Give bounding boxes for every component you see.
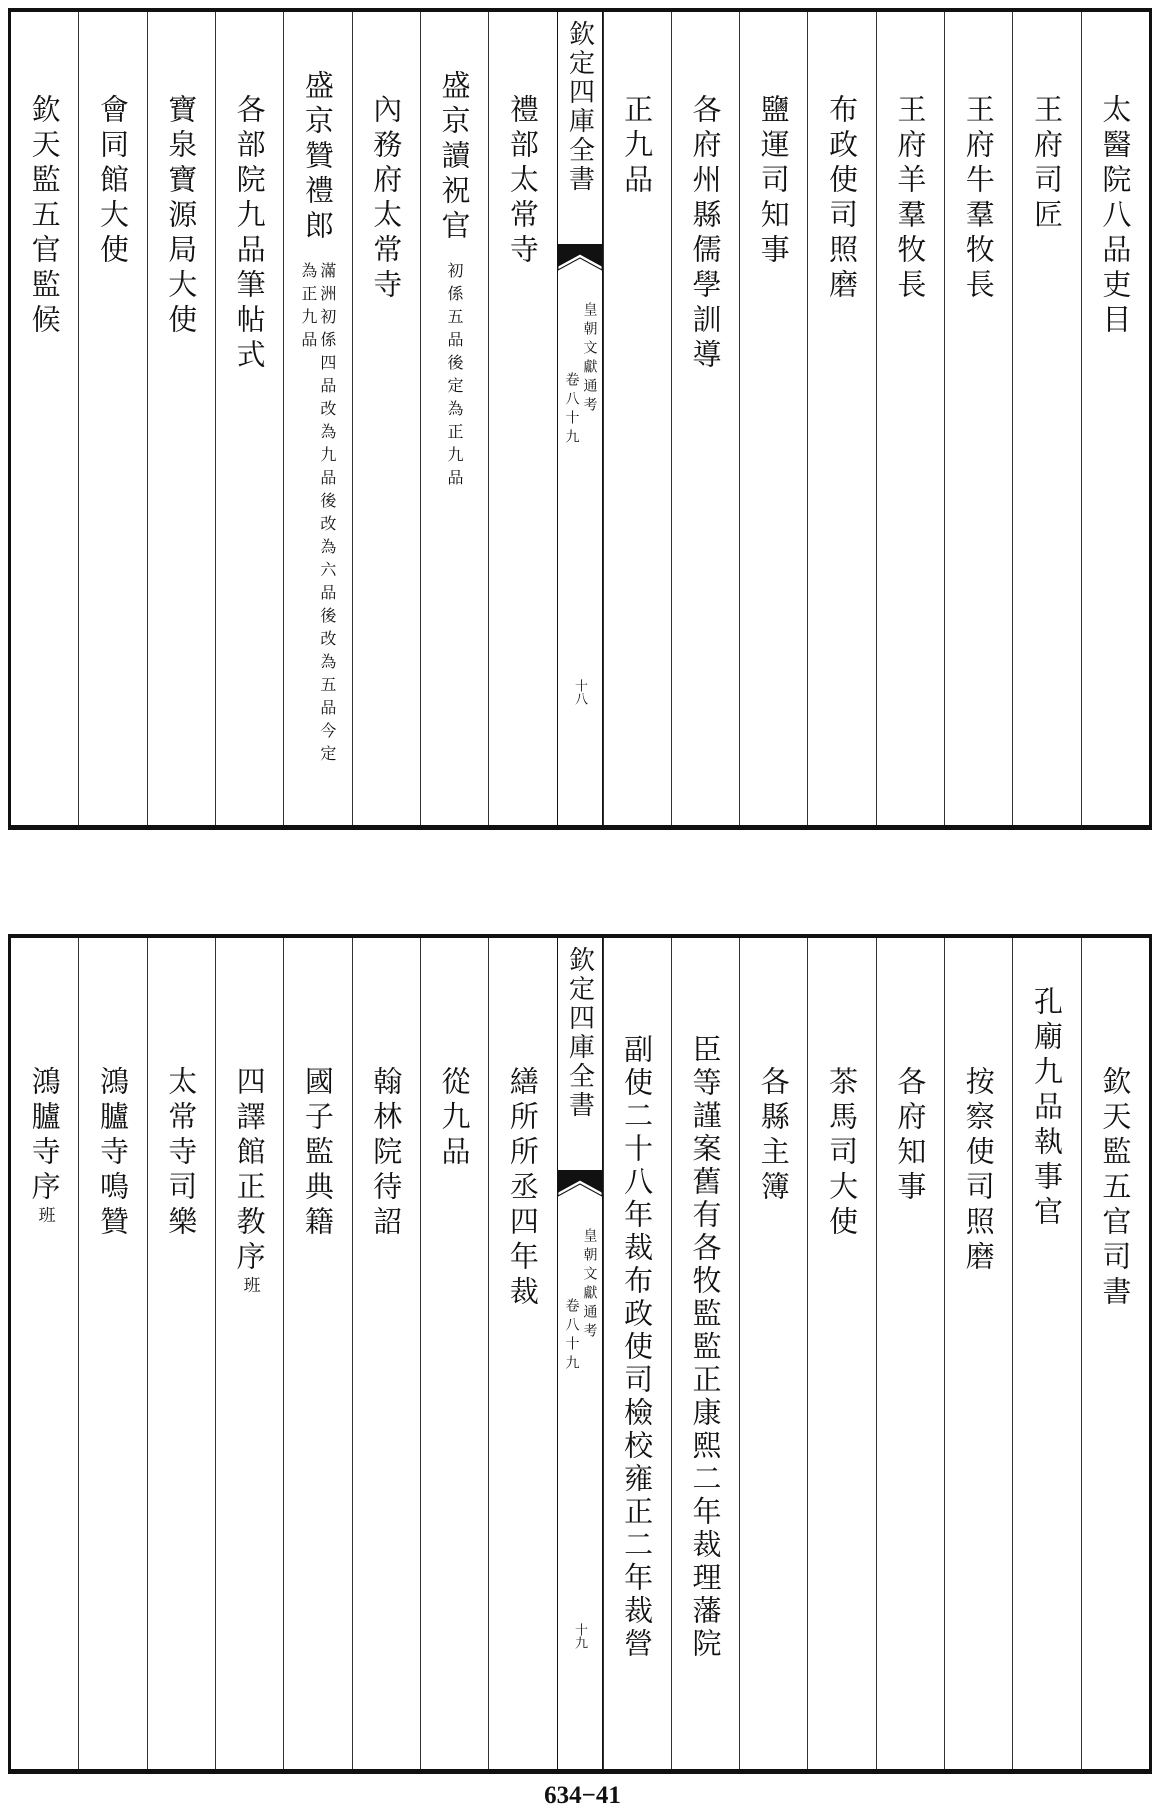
column-text: 繕所所丞四年裁 — [505, 1066, 540, 1311]
column-text: 各府州縣儒學訓導 — [688, 94, 723, 374]
column — [876, 12, 944, 825]
column-text: 孔廟九品執事官 — [1030, 986, 1065, 1231]
column-text: 鹽運司知事 — [756, 94, 791, 269]
column-text: 盛京贊禮郎 — [300, 70, 335, 245]
column-text: 布政使司照磨 — [825, 94, 860, 304]
column — [283, 938, 351, 1769]
column-text: 茶馬司大使 — [825, 1066, 860, 1241]
column-text: 王府司匠 — [1030, 94, 1065, 234]
volume-label: 卷八十九 — [563, 1298, 580, 1374]
column-text: 王府牛羣牧長 — [961, 94, 996, 304]
ban-suffix: 班 — [34, 1206, 55, 1223]
fish-tail-mark — [558, 1170, 602, 1206]
ban-suffix: 班 — [239, 1276, 260, 1293]
column-text — [232, 1066, 268, 1293]
column-text: 從九品 — [437, 1066, 472, 1171]
column-text: 欽天監五官司書 — [1098, 1066, 1133, 1311]
sub-title: 皇朝文獻通考 — [581, 302, 598, 416]
column — [147, 12, 215, 825]
column — [807, 12, 875, 825]
column-text: 按察使司照磨 — [961, 1066, 996, 1276]
column-text: 寶泉寶源局大使 — [164, 94, 199, 339]
column — [807, 938, 875, 1769]
column — [147, 938, 215, 1769]
book-title: 欽定四庫全書 — [564, 20, 595, 194]
center-fold — [557, 12, 603, 825]
folio-number: 十八 — [572, 679, 587, 705]
column-text: 鴻臚寺鳴贊 — [95, 1066, 130, 1241]
column-main-text: 四譯館正教序 — [232, 1066, 267, 1276]
column-main-text: 鴻臚寺序 — [27, 1066, 62, 1206]
column-text: 內務府太常寺 — [369, 94, 404, 304]
column — [78, 12, 146, 825]
column-text: 王府羊羣牧長 — [893, 94, 928, 304]
annotation-note: 滿洲初係四品改為九品後改為六品後改為五品今定為正九品 — [298, 262, 337, 768]
center-fold — [557, 938, 603, 1769]
column-text: 正九品 — [620, 94, 655, 199]
column — [420, 938, 488, 1769]
book-title: 欽定四庫全書 — [564, 946, 595, 1120]
column — [876, 938, 944, 1769]
column — [1012, 938, 1080, 1769]
bottom-page — [8, 934, 1152, 1774]
top-page — [8, 8, 1152, 830]
column — [1081, 12, 1149, 825]
annotation-note: 初係五品後定為正九品 — [445, 262, 465, 492]
column — [488, 12, 556, 825]
column-text: 禮部太常寺 — [505, 94, 540, 269]
column — [78, 938, 146, 1769]
fish-tail-mark — [558, 244, 602, 280]
column — [944, 12, 1012, 825]
column — [215, 12, 283, 825]
column — [11, 12, 78, 825]
column — [352, 12, 420, 825]
column-text: 會同館大使 — [95, 94, 130, 269]
column-text: 翰林院待詔 — [369, 1066, 404, 1241]
column — [671, 12, 739, 825]
column — [352, 938, 420, 1769]
column — [1012, 12, 1080, 825]
sub-title: 皇朝文獻通考 — [581, 1228, 598, 1342]
column-text: 國子監典籍 — [300, 1066, 335, 1241]
volume-label: 卷八十九 — [563, 372, 580, 448]
column — [420, 12, 488, 825]
column — [739, 938, 807, 1769]
column — [11, 938, 78, 1769]
column-text: 太醫院八品吏目 — [1098, 94, 1133, 339]
column — [215, 938, 283, 1769]
column-text: 太常寺司樂 — [164, 1066, 199, 1241]
column-text: 各部院九品筆帖式 — [232, 94, 267, 374]
column — [671, 938, 739, 1769]
column — [739, 12, 807, 825]
column-text: 副使二十八年裁布政使司檢校雍正二年裁營 — [620, 1034, 655, 1661]
column — [944, 938, 1012, 1769]
column — [488, 938, 556, 1769]
column-text: 臣等謹案舊有各牧監監正康熙二年裁理藩院 — [688, 1034, 723, 1661]
column-text — [27, 1066, 63, 1223]
column-text: 盛京讀祝官 — [437, 70, 472, 245]
column — [283, 12, 351, 825]
folio-number: 十九 — [572, 1623, 587, 1649]
column-text: 各縣主簿 — [756, 1066, 791, 1206]
column-text: 欽天監五官監候 — [27, 94, 62, 339]
column — [603, 12, 671, 825]
page-number: 634−41 — [544, 1782, 621, 1809]
column — [1081, 938, 1149, 1769]
column — [603, 938, 671, 1769]
column-text: 各府知事 — [893, 1066, 928, 1206]
